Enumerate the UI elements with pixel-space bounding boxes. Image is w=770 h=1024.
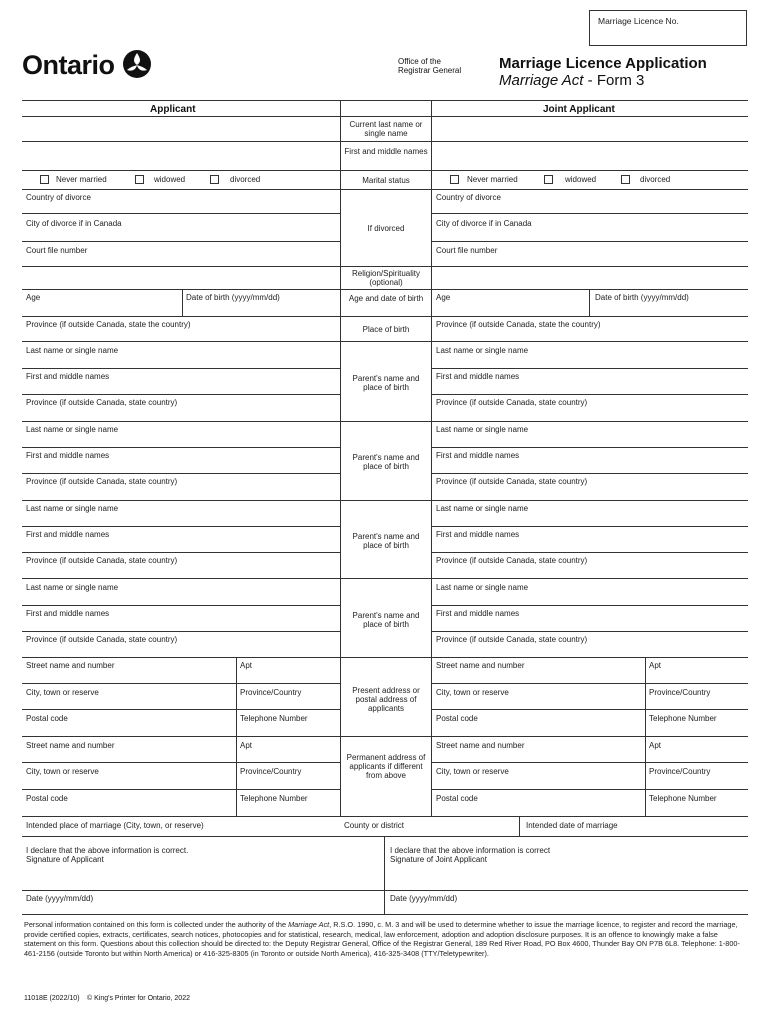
joint-present-street[interactable]: Street name and number xyxy=(436,661,525,670)
joint-parent4-first-middle[interactable]: First and middle names xyxy=(436,609,520,618)
rule xyxy=(431,473,748,474)
joint-present-telephone[interactable]: Telephone Number xyxy=(649,714,717,723)
rule xyxy=(22,421,748,422)
joint-present-city[interactable]: City, town or reserve xyxy=(436,688,509,697)
date-applicant-field[interactable]: Date (yyyy/mm/dd) xyxy=(26,894,94,903)
rule xyxy=(236,657,237,816)
joint-never-married-checkbox[interactable] xyxy=(450,175,459,184)
joint-parent2-province[interactable]: Province (if outside Canada, state country) xyxy=(436,477,588,486)
joint-divorced-checkbox[interactable] xyxy=(621,175,630,184)
joint-parent4-province[interactable]: Province (if outside Canada, state country) xyxy=(436,635,588,644)
joint-applicant-column-header: Joint Applicant xyxy=(543,104,615,115)
signature-joint-field[interactable]: Signature of Joint Applicant xyxy=(390,855,487,864)
rule xyxy=(22,316,748,317)
applicant-permanent-city[interactable]: City, town or reserve xyxy=(26,767,99,776)
rule xyxy=(431,100,432,816)
label-marital-status: Marital status xyxy=(362,176,410,185)
privacy-notice xyxy=(24,920,750,958)
applicant-parent3-first-middle[interactable]: First and middle names xyxy=(26,530,110,539)
joint-country-of-divorce[interactable]: Country of divorce xyxy=(436,193,501,202)
rule xyxy=(22,266,748,267)
rule xyxy=(22,141,748,142)
label-first-middle-names: First and middle names xyxy=(344,147,428,156)
rule xyxy=(22,836,748,837)
privacy-text-2: , R.S.O. 1990, c. M. 3 and will be used to determine whether to issue the marriage licence, to register and record the marriage, provide certified copies, extracts, certificates, search notices, photocopies and for statistical, research, medical, law enforcement, adoption and adoption disclosure purposes. It is an offence to knowingly make a false statement on this form. Questions about this collection should be directed to: the Deputy Registrar General, Office of the Registrar General, 189 Red River Road, PO Box 4600, Thunder Bay ON P7B 6L8. Telephone: 1-800-461-2156 (outside Toronto but within North America) or 416-325-8305 (in Toronto or outside North America), 416-325-3408 (TTY/Teletypewriter). xyxy=(24,920,740,958)
label-parent-2: Parent's name and place of birth xyxy=(352,453,420,471)
rule xyxy=(22,289,748,290)
divorced-label: divorced xyxy=(640,175,671,184)
rule xyxy=(589,289,590,316)
rule xyxy=(22,447,340,448)
rule xyxy=(22,605,340,606)
rule xyxy=(22,683,340,684)
rule xyxy=(22,170,748,171)
rule xyxy=(22,526,340,527)
rule xyxy=(22,552,340,553)
label-religion: Religion/Spirituality (optional) xyxy=(351,269,421,287)
joint-permanent-city[interactable]: City, town or reserve xyxy=(436,767,509,776)
applicant-divorced-checkbox[interactable] xyxy=(210,175,219,184)
applicant-never-married-checkbox[interactable] xyxy=(40,175,49,184)
joint-permanent-telephone[interactable]: Telephone Number xyxy=(649,794,717,803)
rule xyxy=(431,709,748,710)
office-line1: Office of the xyxy=(398,57,441,66)
rule xyxy=(22,473,340,474)
joint-parent1-first-middle[interactable]: First and middle names xyxy=(436,372,520,381)
label-parent-4: Parent's name and place of birth xyxy=(352,611,420,629)
applicant-dob[interactable]: Date of birth (yyyy/mm/dd) xyxy=(186,293,280,302)
joint-dob[interactable]: Date of birth (yyyy/mm/dd) xyxy=(595,293,689,302)
applicant-parent3-last-name[interactable]: Last name or single name xyxy=(26,504,119,513)
joint-permanent-apt[interactable]: Apt xyxy=(649,741,662,750)
widowed-label: widowed xyxy=(565,175,597,184)
joint-parent2-last-name[interactable]: Last name or single name xyxy=(436,425,529,434)
rule xyxy=(22,709,340,710)
divorced-label: divorced xyxy=(230,175,261,184)
rule xyxy=(22,657,748,658)
signature-applicant-field[interactable]: Signature of Applicant xyxy=(26,855,104,864)
rule xyxy=(431,447,748,448)
label-place-of-birth: Place of birth xyxy=(362,325,410,334)
applicant-city-of-divorce[interactable]: City of divorce if in Canada xyxy=(26,219,122,228)
rule xyxy=(431,394,748,395)
office-name xyxy=(398,57,461,75)
applicant-column-header: Applicant xyxy=(150,104,196,115)
applicant-present-apt[interactable]: Apt xyxy=(240,661,253,670)
joint-parent1-last-name[interactable]: Last name or single name xyxy=(436,346,529,355)
applicant-parent3-province[interactable]: Province (if outside Canada, state country) xyxy=(26,556,178,565)
applicant-parent4-province[interactable]: Province (if outside Canada, state country) xyxy=(26,635,178,644)
applicant-country-of-divorce[interactable]: Country of divorce xyxy=(26,193,91,202)
licence-number-box[interactable] xyxy=(589,10,747,46)
copyright: © King's Printer for Ontario, 2022 xyxy=(87,995,190,1002)
joint-present-province[interactable]: Province/Country xyxy=(649,688,711,697)
joint-permanent-province[interactable]: Province/Country xyxy=(649,767,711,776)
rule xyxy=(22,116,748,117)
joint-city-of-divorce[interactable]: City of divorce if in Canada xyxy=(436,219,532,228)
applicant-parent1-first-middle[interactable]: First and middle names xyxy=(26,372,110,381)
joint-permanent-postal[interactable]: Postal code xyxy=(436,794,478,803)
rule xyxy=(22,368,340,369)
rule xyxy=(519,816,520,836)
joint-widowed-checkbox[interactable] xyxy=(544,175,553,184)
form-subtitle-form: - Form 3 xyxy=(587,72,645,89)
form-subtitle-act: Marriage Act xyxy=(499,72,584,89)
declare-joint: I declare that the above information is correct xyxy=(390,846,551,855)
applicant-present-street[interactable]: Street name and number xyxy=(26,661,115,670)
joint-permanent-street[interactable]: Street name and number xyxy=(436,741,525,750)
trillium-icon xyxy=(122,49,152,79)
applicant-permanent-telephone[interactable]: Telephone Number xyxy=(240,794,308,803)
rule xyxy=(22,500,748,501)
applicant-present-city[interactable]: City, town or reserve xyxy=(26,688,99,697)
applicant-present-postal[interactable]: Postal code xyxy=(26,714,68,723)
rule xyxy=(182,289,183,316)
applicant-present-telephone[interactable]: Telephone Number xyxy=(240,714,308,723)
licence-number-label: Marriage Licence No. xyxy=(598,16,679,26)
rule xyxy=(22,189,748,190)
rule xyxy=(22,341,748,342)
applicant-court-file[interactable]: Court file number xyxy=(26,246,88,255)
applicant-permanent-postal[interactable]: Postal code xyxy=(26,794,68,803)
applicant-parent2-last-name[interactable]: Last name or single name xyxy=(26,425,119,434)
joint-court-file[interactable]: Court file number xyxy=(436,246,498,255)
rule xyxy=(431,683,748,684)
form-title: Marriage Licence Application xyxy=(499,55,707,72)
rule xyxy=(22,890,748,891)
rule xyxy=(431,762,748,763)
joint-present-postal[interactable]: Postal code xyxy=(436,714,478,723)
rule xyxy=(22,213,340,214)
applicant-parent2-province[interactable]: Province (if outside Canada, state country) xyxy=(26,477,178,486)
privacy-text-1: Personal information contained on this form is collected under the authority of the xyxy=(24,920,289,929)
office-line2: Registrar General xyxy=(398,66,462,75)
label-parent-3: Parent's name and place of birth xyxy=(352,532,420,550)
intended-place-field[interactable]: Intended place of marriage (City, town, or reserve) xyxy=(26,821,204,830)
applicant-widowed-checkbox[interactable] xyxy=(135,175,144,184)
applicant-parent4-first-middle[interactable]: First and middle names xyxy=(26,609,110,618)
label-if-divorced: If divorced xyxy=(367,224,405,233)
rule xyxy=(645,657,646,816)
rule xyxy=(431,552,748,553)
county-field[interactable]: County or district xyxy=(344,821,405,830)
intended-date-field[interactable]: Intended date of marriage xyxy=(526,821,618,830)
joint-age[interactable]: Age xyxy=(436,293,451,302)
rule xyxy=(22,789,340,790)
applicant-parent4-last-name[interactable]: Last name or single name xyxy=(26,583,119,592)
rule xyxy=(22,914,748,915)
applicant-permanent-apt[interactable]: Apt xyxy=(240,741,253,750)
joint-parent2-first-middle[interactable]: First and middle names xyxy=(436,451,520,460)
rule xyxy=(431,368,748,369)
joint-parent3-province[interactable]: Province (if outside Canada, state country) xyxy=(436,556,588,565)
never-married-label: Never married xyxy=(56,175,107,184)
joint-parent3-first-middle[interactable]: First and middle names xyxy=(436,530,520,539)
privacy-act-name: Marriage Act xyxy=(288,920,330,929)
ontario-logo-text: Ontario xyxy=(22,50,115,80)
rule xyxy=(22,816,748,817)
rule xyxy=(340,100,341,816)
rule xyxy=(22,736,748,737)
form-code: 11018E (2022/10) xyxy=(24,995,80,1002)
applicant-parent1-province[interactable]: Province (if outside Canada, state country) xyxy=(26,398,178,407)
rule xyxy=(431,526,748,527)
rule xyxy=(431,241,748,242)
rule xyxy=(22,394,340,395)
rule xyxy=(22,100,748,101)
rule xyxy=(431,631,748,632)
label-current-last-name: Current last name or single name xyxy=(349,120,423,138)
applicant-age[interactable]: Age xyxy=(26,293,41,302)
applicant-permanent-province[interactable]: Province/Country xyxy=(240,767,302,776)
rule xyxy=(22,241,340,242)
applicant-province-of-birth[interactable]: Province (if outside Canada, state the country) xyxy=(26,320,191,329)
declare-applicant: I declare that the above information is correct. xyxy=(26,846,189,855)
label-permanent-address: Permanent address of applicants if different from above xyxy=(346,753,426,780)
applicant-permanent-street[interactable]: Street name and number xyxy=(26,741,115,750)
label-present-address: Present address or postal address of applicants xyxy=(352,686,420,713)
widowed-label: widowed xyxy=(154,175,186,184)
rule xyxy=(431,213,748,214)
joint-province-of-birth[interactable]: Province (if outside Canada, state the country) xyxy=(436,320,601,329)
never-married-label: Never married xyxy=(467,175,518,184)
label-age-dob: Age and date of birth xyxy=(348,294,424,303)
form-subtitle xyxy=(499,72,644,89)
label-parent-1: Parent's name and place of birth xyxy=(352,374,420,392)
applicant-present-province[interactable]: Province/Country xyxy=(240,688,302,697)
rule xyxy=(22,631,340,632)
joint-present-apt[interactable]: Apt xyxy=(649,661,662,670)
joint-parent4-last-name[interactable]: Last name or single name xyxy=(436,583,529,592)
rule xyxy=(431,789,748,790)
applicant-parent1-last-name[interactable]: Last name or single name xyxy=(26,346,119,355)
applicant-parent2-first-middle[interactable]: First and middle names xyxy=(26,451,110,460)
rule xyxy=(384,836,385,914)
rule xyxy=(431,605,748,606)
rule xyxy=(22,578,748,579)
date-joint-field[interactable]: Date (yyyy/mm/dd) xyxy=(390,894,458,903)
rule xyxy=(22,762,340,763)
joint-parent3-last-name[interactable]: Last name or single name xyxy=(436,504,529,513)
joint-parent1-province[interactable]: Province (if outside Canada, state country) xyxy=(436,398,588,407)
